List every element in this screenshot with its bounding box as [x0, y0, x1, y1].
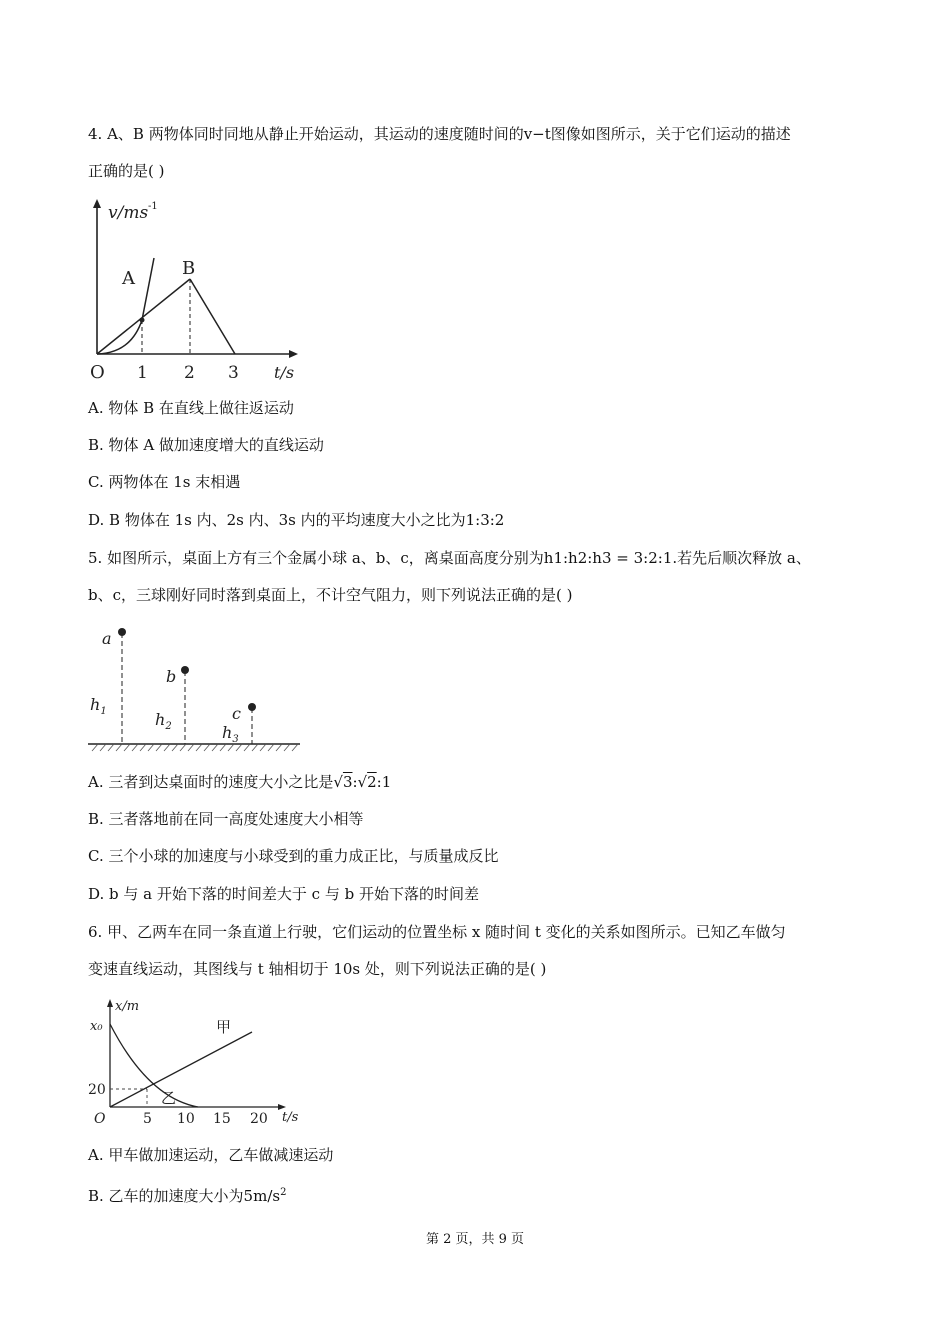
q6-x0-label: x₀ — [90, 1019, 103, 1034]
q6-ylabel: x/m — [115, 999, 140, 1014]
q5-balls-figure — [86, 624, 316, 754]
q5-label-a: a — [102, 629, 112, 648]
q4-origin: O — [90, 362, 105, 383]
q4-label-a: A — [122, 268, 135, 289]
q4-option-a: A. 物体 B 在直线上做往返运动 — [88, 399, 294, 417]
q4-label-b: B — [182, 258, 196, 279]
q4-stem-line1: 4. A、B 两物体同时同地从静止开始运动，其运动的速度随时间的v−t图像如图所示，关于它们运动的描述 — [88, 125, 791, 143]
q6-label-jia: 甲 — [216, 1018, 232, 1036]
q5-label-h1: $h_1$ — [90, 695, 107, 717]
q4-option-d: D. B 物体在 1s 内、2s 内、3s 内的平均速度大小之比为1:3:2 — [88, 511, 505, 529]
q5-option-d: D. b 与 a 开始下落的时间差大于 c 与 b 开始下落的时间差 — [88, 885, 479, 903]
q6-tick-5: 5 — [143, 1111, 152, 1127]
sqrt-3: √3 — [333, 773, 353, 791]
q6-origin: O — [94, 1111, 106, 1127]
q6-option-b-exponent: 2 — [280, 1187, 287, 1198]
q4-vt-graph — [86, 196, 316, 386]
q5-option-a — [88, 772, 391, 792]
q5-label-c: c — [232, 704, 241, 723]
q6-option-a: A. 甲车做加速运动，乙车做减速运动 — [88, 1146, 334, 1164]
q6-curve-yi — [110, 1024, 198, 1107]
q5-ball-c — [248, 703, 256, 711]
q5-ball-a — [118, 628, 126, 636]
q5-label-b: b — [166, 667, 177, 686]
q4-tick-3: 3 — [228, 363, 239, 383]
q5-option-a-text: A. 三者到达桌面时的速度大小之比是 — [88, 773, 334, 791]
sqrt-2: √2 — [357, 773, 377, 791]
q6-option-b-text: B. 乙车的加速度大小为5m/s — [88, 1187, 281, 1205]
q5-stem-line1: 5. 如图所示，桌面上方有三个金属小球 a、b、c，离桌面高度分别为h1:h2:h3 = 3:2:1.若先后顺次释放 a、 — [88, 549, 811, 567]
q5-option-b: B. 三者落地前在同一高度处速度大小相等 — [88, 810, 364, 828]
q6-label-yi: 乙 — [161, 1089, 177, 1107]
q6-stem-line2: 变速直线运动，其图线与 t 轴相切于 10s 处，则下列说法正确的是( ) — [88, 960, 547, 978]
ratio-colon: : — [352, 773, 358, 791]
q6-option-b — [88, 1183, 286, 1206]
q5-label-h2: $h_2$ — [155, 710, 172, 732]
q4-option-c: C. 两物体在 1s 末相遇 — [88, 473, 241, 491]
q4-stem-line2: 正确的是( ) — [88, 162, 165, 180]
ratio-tail: :1 — [376, 773, 392, 791]
q4-line-b — [97, 279, 190, 354]
q6-xt-graph — [86, 994, 316, 1134]
q5-option-c: C. 三个小球的加速度与小球受到的重力成正比，与质量成反比 — [88, 847, 499, 865]
q6-stem-line1: 6. 甲、乙两车在同一条直道上行驶，它们运动的位置坐标 x 随时间 t 变化的关系如图所示。已知乙车做匀 — [88, 923, 786, 941]
q4-intersection-dot — [140, 318, 145, 323]
q6-tick-10: 10 — [177, 1111, 195, 1127]
q4-ylabel-exp: -1 — [148, 201, 158, 212]
q6-y20-label: 20 — [88, 1082, 106, 1098]
q4-xlabel: t/s — [274, 363, 295, 382]
q4-ylabel: v/ms — [108, 203, 149, 223]
q5-ball-b — [181, 666, 189, 674]
q6-tick-20: 20 — [250, 1111, 268, 1127]
q4-tick-1: 1 — [137, 363, 148, 383]
q5-stem-line2: b、c，三球刚好同时落到桌面上，不计空气阻力，则下列说法正确的是( ) — [88, 586, 573, 604]
q6-tick-15: 15 — [213, 1111, 231, 1127]
q6-line-jia — [110, 1032, 252, 1107]
q6-xlabel: t/s — [282, 1110, 299, 1125]
page-footer: 第 2 页，共 9 页 — [425, 1232, 525, 1247]
q5-label-h3: $h_3$ — [222, 723, 239, 745]
q4-tick-2: 2 — [184, 363, 195, 383]
q4-option-b: B. 物体 A 做加速度增大的直线运动 — [88, 436, 324, 454]
